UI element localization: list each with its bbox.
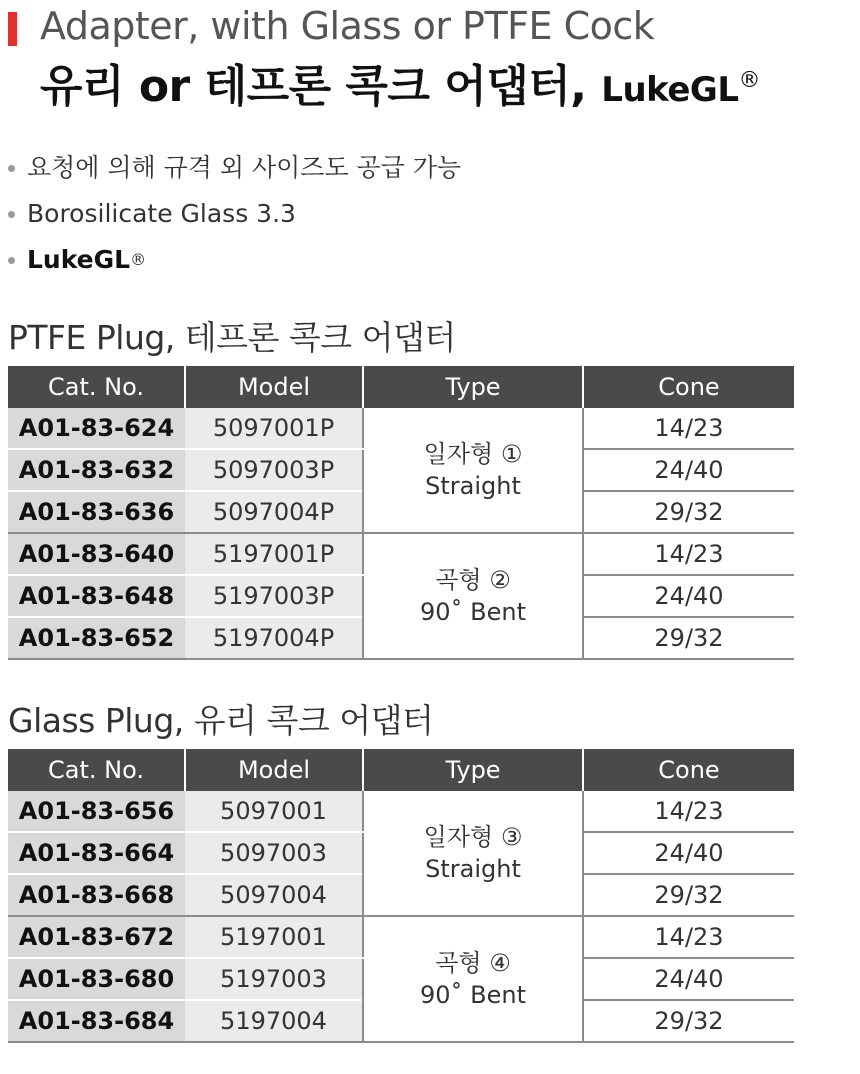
table-row [8,791,794,832]
type-korean: 일자형 ③ [423,823,523,851]
cone-cell: 24/40 [583,575,794,617]
cone-cell: 14/23 [583,408,794,449]
table-row [8,916,794,958]
bullet-dot-icon [8,257,15,264]
cone-cell: 24/40 [583,958,794,1000]
cat-no-cell: A01-83-668 [8,874,185,916]
column-header-type: Type [363,366,583,408]
section-title-ptfe: PTFE Plug, 테프론 콕크 어댑터 [8,318,456,357]
cone-cell: 14/23 [583,791,794,832]
type-english: Straight [425,855,521,883]
feature-text: Borosilicate Glass 3.3 [27,199,296,228]
brand-name: LukeGL [601,70,739,110]
cat-no-cell: A01-83-672 [8,916,185,958]
section-title-glass: Glass Plug, 유리 콕크 어댑터 [8,701,434,740]
cone-cell: 29/32 [583,874,794,916]
table-row [8,408,794,449]
glass-spec-table [8,749,794,1043]
type-cell [363,916,583,1042]
cat-no-cell: A01-83-684 [8,1000,185,1042]
cat-no-cell: A01-83-664 [8,832,185,874]
model-cell: 5197004 [185,1000,363,1042]
page-title-korean-text: 유리 or 테프론 콕크 어댑터, [40,61,587,112]
column-header-cone: Cone [583,749,794,791]
model-cell: 5097004 [185,874,363,916]
feature-item [8,145,461,191]
model-cell: 5097003P [185,449,363,491]
registered-mark: ® [738,68,760,93]
page-title-english: Adapter, with Glass or PTFE Cock [40,4,655,48]
page-title-korean [40,50,760,114]
model-cell: 5097001P [185,408,363,449]
registered-mark: ® [130,250,147,269]
title-accent-bar [8,12,17,46]
type-cell [363,533,583,659]
ptfe-spec-table [8,366,794,660]
cone-cell: 29/32 [583,1000,794,1042]
column-header-type: Type [363,749,583,791]
model-cell: 5197003P [185,575,363,617]
type-english: 90˚ Bent [419,598,527,626]
type-korean: 곡형 ② [435,566,511,594]
cat-no-cell: A01-83-632 [8,449,185,491]
column-header-cone: Cone [583,366,794,408]
cat-no-cell: A01-83-636 [8,491,185,533]
cone-cell: 29/32 [583,617,794,659]
model-cell: 5197003 [185,958,363,1000]
cat-no-cell: A01-83-656 [8,791,185,832]
cone-cell: 24/40 [583,449,794,491]
type-korean: 곡형 ④ [435,949,511,977]
cone-cell: 14/23 [583,533,794,575]
cat-no-cell: A01-83-680 [8,958,185,1000]
cone-cell: 29/32 [583,491,794,533]
cone-cell: 24/40 [583,832,794,874]
feature-item [8,191,461,237]
model-cell: 5197004P [185,617,363,659]
type-english: 90˚ Bent [419,981,527,1009]
table-header-row [8,749,794,791]
table-header-row [8,366,794,408]
column-header-cat-no: Cat. No. [8,749,185,791]
cat-no-cell: A01-83-640 [8,533,185,575]
bullet-dot-icon [8,165,15,172]
feature-text: LukeGL [27,245,131,274]
model-cell: 5097001 [185,791,363,832]
feature-list [8,145,461,283]
type-cell [363,408,583,533]
column-header-model: Model [185,749,363,791]
cat-no-cell: A01-83-624 [8,408,185,449]
column-header-model: Model [185,366,363,408]
model-cell: 5197001P [185,533,363,575]
feature-text: 요청에 의해 규격 외 사이즈도 공급 가능 [27,153,462,182]
model-cell: 5097004P [185,491,363,533]
type-english: Straight [425,472,521,500]
table-row [8,533,794,575]
bullet-dot-icon [8,211,15,218]
model-cell: 5197001 [185,916,363,958]
column-header-cat-no: Cat. No. [8,366,185,408]
type-cell [363,791,583,916]
cone-cell: 14/23 [583,916,794,958]
feature-item [8,237,461,283]
type-korean: 일자형 ① [423,440,523,468]
model-cell: 5097003 [185,832,363,874]
cat-no-cell: A01-83-652 [8,617,185,659]
cat-no-cell: A01-83-648 [8,575,185,617]
